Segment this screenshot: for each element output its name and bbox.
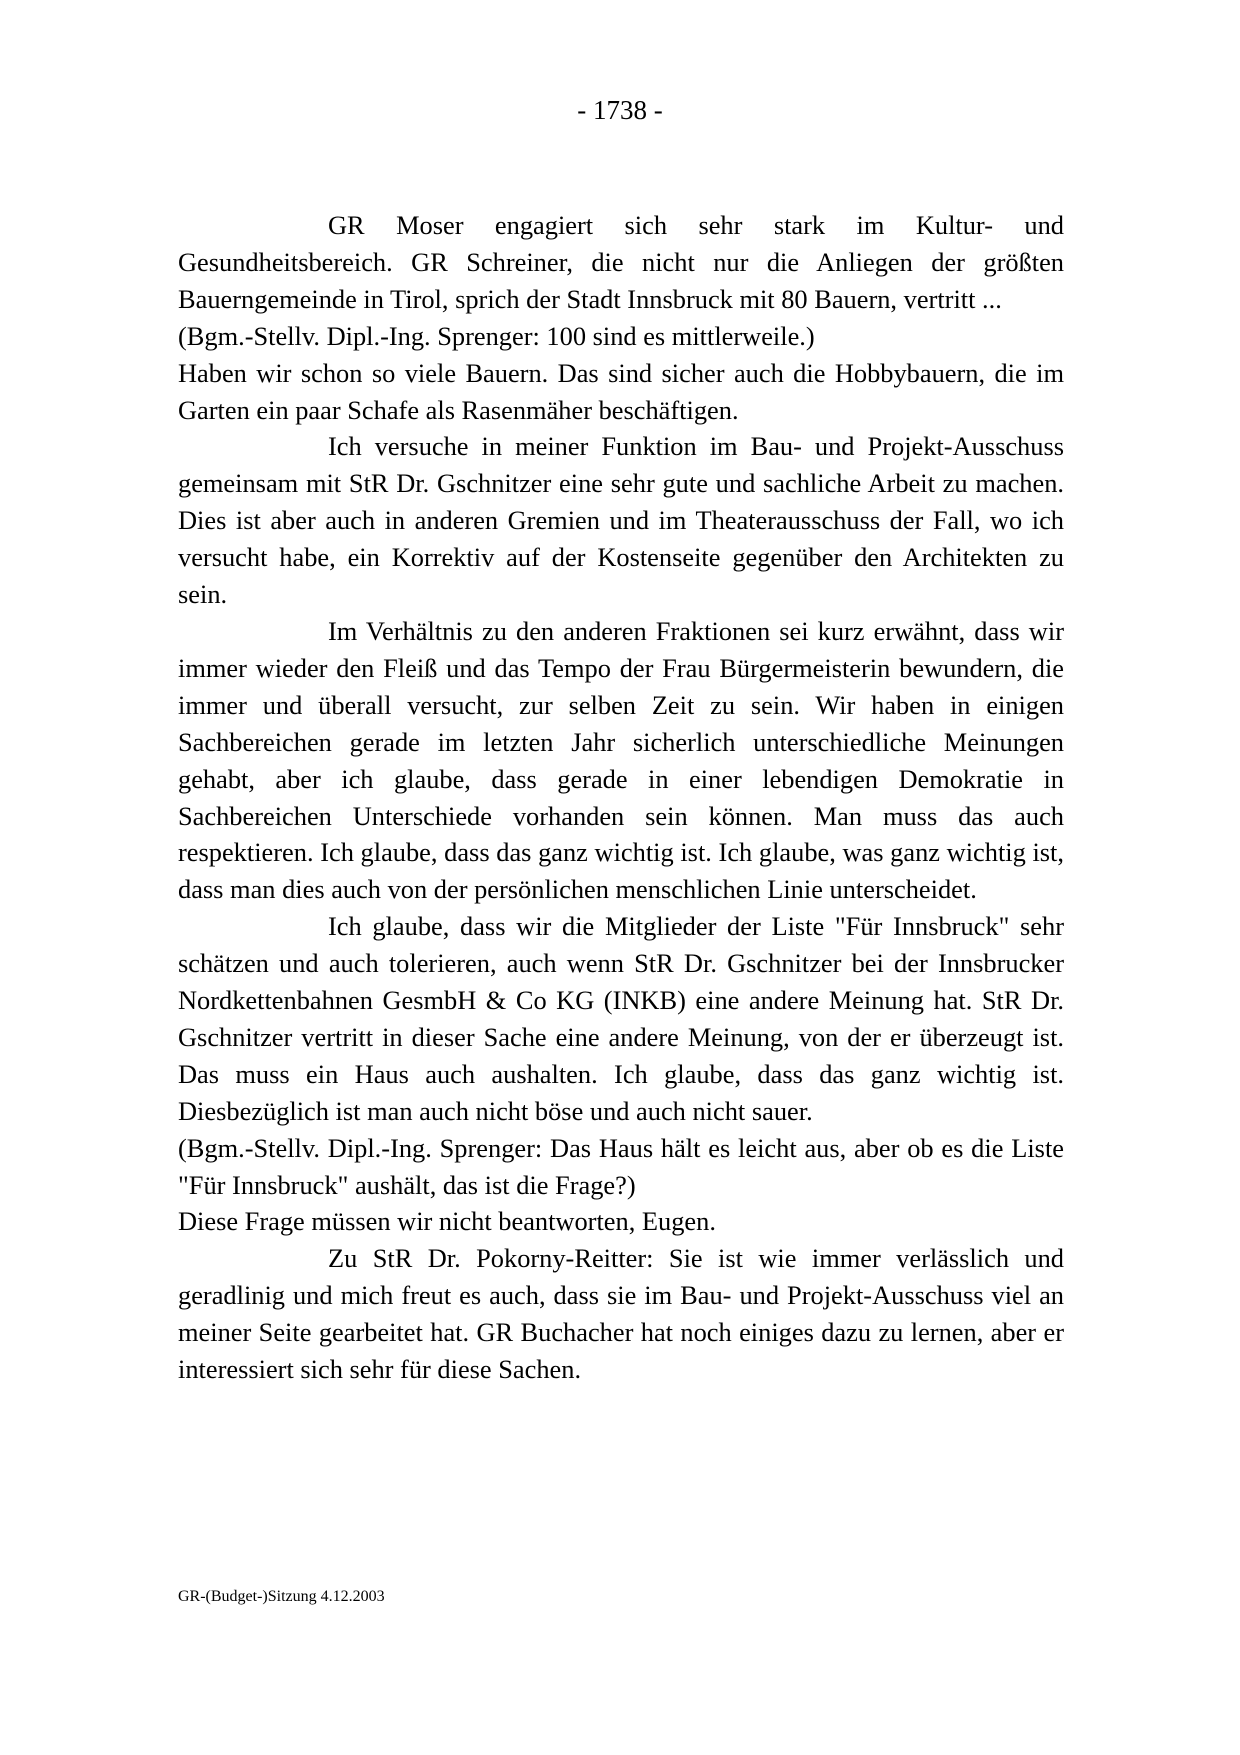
paragraph: Diese Frage müssen wir nicht beantworten, Eugen. bbox=[178, 1206, 716, 1237]
interjection: (Bgm.-Stellv. Dipl.-Ing. Sprenger: 100 sind es mittlerweile.) bbox=[178, 320, 815, 351]
paragraph: Im Verhältnis zu den anderen Fraktionen sei kurz erwähnt, dass wir immer wieder den Fleiß und das Tempo der Frau Bürgermeisterin bewundern, die immer und überall versucht, zur selben Zeit zu sein. Wir haben in einigen Sachbereichen gerade im letzten Jahr sicherlich unterschiedliche Meinungen gehabt, aber ich glaube, dass gerade in einer lebendigen Demokratie in Sachbereichen Unterschiede vorhanden sein können. Man muss das auch respektieren. Ich glaube, dass das ganz wichtig ist. Ich glaube, was ganz wichtig ist, dass man dies auch von der persönlichen menschlichen Linie unterscheidet. bbox=[178, 615, 1064, 905]
interjection: (Bgm.-Stellv. Dipl.-Ing. Sprenger: Das Haus hält es leicht aus, aber ob es die Liste "Für Innsbruck" aushält, das ist die Frage?) bbox=[178, 1132, 1064, 1200]
paragraph: Ich versuche in meiner Funktion im Bau- und Projekt-Ausschuss gemeinsam mit StR Dr. Gschnitzer eine sehr gute und sachliche Arbeit zu machen. Dies ist aber auch in anderen Gremien und im Theaterausschuss der Fall, wo ich versucht habe, ein Korrektiv auf der Kostenseite gegenüber den Architekten zu sein. bbox=[178, 431, 1064, 610]
page-number: - 1738 - bbox=[577, 95, 663, 125]
paragraph: Haben wir schon so viele Bauern. Das sind sicher auch die Hobbybauern, die im Garten ein paar Schafe als Rasenmäher beschäftigen. bbox=[178, 357, 1064, 425]
footer-session-label: GR-(Budget-)Sitzung 4.12.2003 bbox=[178, 1588, 385, 1605]
paragraph: Zu StR Dr. Pokorny-Reitter: Sie ist wie immer verlässlich und geradlinig und mich freut es auch, dass sie im Bau- und Projekt-Ausschuss viel an meiner Seite gearbeitet hat. GR Buchacher hat noch einiges dazu zu lernen, aber er interessiert sich sehr für diese Sachen. bbox=[178, 1243, 1064, 1385]
paragraph: GR Moser engagiert sich sehr stark im Kultur- und Gesundheitsbereich. GR Schreiner, die nicht nur die Anliegen der größten Bauerngemeinde in Tirol, sprich der Stadt Innsbruck mit 80 Bauern, vertritt ... bbox=[178, 210, 1064, 314]
paragraph: Ich glaube, dass wir die Mitglieder der Liste "Für Innsbruck" sehr schätzen und auch tolerieren, auch wenn StR Dr. Gschnitzer bei der Innsbrucker Nordkettenbahnen GesmbH & Co KG (INKB) eine andere Meinung hat. StR Dr. Gschnitzer vertritt in dieser Sache eine andere Meinung, von der er überzeugt ist. Das muss ein Haus auch aushalten. Ich glaube, dass das ganz wichtig ist. Diesbezüglich ist man auch nicht böse und auch nicht sauer. bbox=[178, 911, 1064, 1126]
document-body bbox=[178, 207, 1064, 1388]
